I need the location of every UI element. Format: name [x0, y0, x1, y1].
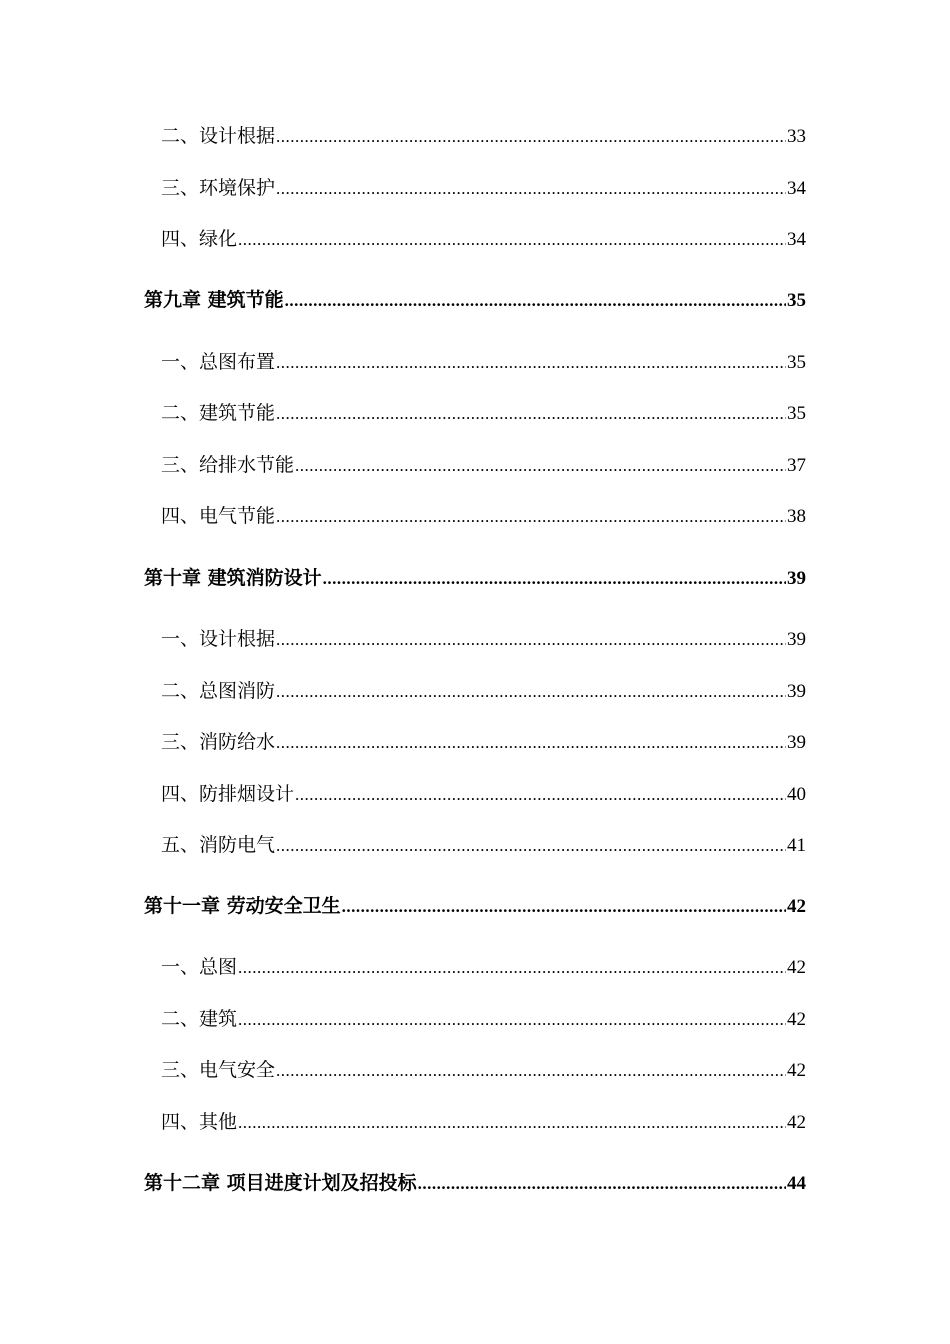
toc-entry-title[interactable]: 一、总图 — [161, 956, 238, 978]
toc-entry-title[interactable]: 二、设计根据 — [161, 125, 276, 147]
toc-entry-site-fire[interactable] — [161, 677, 806, 705]
dot-leader — [295, 452, 786, 479]
dot-leader — [276, 729, 786, 756]
toc-entry-electrical-safety[interactable] — [161, 1056, 806, 1084]
toc-entry-electrical-energy[interactable] — [161, 502, 806, 530]
toc-entry-page: 39 — [787, 732, 806, 753]
toc-entry-fire-water[interactable] — [161, 728, 806, 756]
dot-leader — [276, 678, 786, 705]
dot-leader — [238, 1006, 786, 1033]
toc-entry-fire-design-basis[interactable] — [161, 625, 806, 653]
toc-entry-title[interactable]: 二、建筑 — [161, 1008, 238, 1030]
toc-entry-page: 42 — [787, 1060, 806, 1081]
dot-leader — [276, 175, 786, 202]
toc-entry-page: 38 — [787, 506, 806, 527]
dot-leader — [238, 1109, 786, 1136]
toc-entry-page: 35 — [787, 403, 806, 424]
toc-chapter-12[interactable] — [144, 1169, 806, 1197]
toc-chapter-title[interactable]: 第九章 建筑节能 — [144, 289, 284, 311]
toc-entry-environmental-protection[interactable] — [161, 174, 806, 202]
toc-entry-building-energy[interactable] — [161, 399, 806, 427]
toc-chapter-title[interactable]: 第十章 建筑消防设计 — [144, 567, 322, 589]
toc-chapter-page: 44 — [787, 1173, 806, 1194]
toc-chapter-10[interactable] — [144, 564, 806, 592]
toc-entry-title[interactable]: 四、绿化 — [161, 228, 238, 250]
toc-chapter-page: 39 — [787, 568, 806, 589]
toc-entry-page: 40 — [787, 784, 806, 805]
toc-entry-other[interactable] — [161, 1108, 806, 1136]
toc-entry-page: 42 — [787, 957, 806, 978]
dot-leader — [238, 954, 786, 981]
toc-entry-fire-electrical[interactable] — [161, 831, 806, 859]
toc-entry-page: 35 — [787, 352, 806, 373]
toc-entry-general-plan[interactable] — [161, 953, 806, 981]
toc-entry-title[interactable]: 四、防排烟设计 — [161, 783, 295, 805]
toc-entry-page: 42 — [787, 1009, 806, 1030]
toc-entry-page: 34 — [787, 229, 806, 250]
toc-entry-design-basis[interactable] — [161, 122, 806, 150]
toc-chapter-title[interactable]: 第十一章 劳动安全卫生 — [144, 895, 341, 917]
toc-entry-title[interactable]: 二、建筑节能 — [161, 402, 276, 424]
dot-leader — [295, 781, 786, 808]
dot-leader — [276, 832, 786, 859]
toc-entry-title[interactable]: 三、消防给水 — [161, 731, 276, 753]
dot-leader — [276, 349, 786, 376]
toc-entry-title[interactable]: 三、电气安全 — [161, 1059, 276, 1081]
toc-entry-page: 37 — [787, 455, 806, 476]
dot-leader — [285, 287, 786, 314]
toc-entry-page: 33 — [787, 126, 806, 147]
dot-leader — [276, 400, 786, 427]
toc-chapter-9[interactable] — [144, 286, 806, 314]
toc-chapter-title[interactable]: 第十二章 项目进度计划及招投标 — [144, 1172, 417, 1194]
toc-entry-page: 39 — [787, 681, 806, 702]
toc-entry-title[interactable]: 三、给排水节能 — [161, 454, 295, 476]
dot-leader — [276, 1057, 786, 1084]
toc-entry-title[interactable]: 一、总图布置 — [161, 351, 276, 373]
toc-entry-title[interactable]: 四、电气节能 — [161, 505, 276, 527]
dot-leader — [238, 226, 786, 253]
toc-chapter-page: 42 — [787, 896, 806, 917]
toc-chapter-page: 35 — [787, 290, 806, 311]
toc-entry-page: 39 — [787, 629, 806, 650]
toc-entry-site-layout[interactable] — [161, 348, 806, 376]
toc-entry-title[interactable]: 一、设计根据 — [161, 628, 276, 650]
toc-entry-smoke-control[interactable] — [161, 780, 806, 808]
dot-leader — [342, 893, 786, 920]
toc-chapter-11[interactable] — [144, 892, 806, 920]
toc-entry-title[interactable]: 五、消防电气 — [161, 834, 276, 856]
toc-entry-architecture[interactable] — [161, 1005, 806, 1033]
toc-entry-greening[interactable] — [161, 225, 806, 253]
toc-entry-page: 42 — [787, 1112, 806, 1133]
dot-leader — [276, 123, 786, 150]
dot-leader — [276, 503, 786, 530]
dot-leader — [323, 565, 786, 592]
toc-entry-title[interactable]: 三、环境保护 — [161, 177, 276, 199]
toc-entry-title[interactable]: 二、总图消防 — [161, 680, 276, 702]
toc-entry-page: 41 — [787, 835, 806, 856]
toc-entry-page: 34 — [787, 178, 806, 199]
dot-leader — [418, 1170, 786, 1197]
toc-entry-title[interactable]: 四、其他 — [161, 1111, 238, 1133]
toc-entry-plumbing-energy[interactable] — [161, 451, 806, 479]
dot-leader — [276, 626, 786, 653]
